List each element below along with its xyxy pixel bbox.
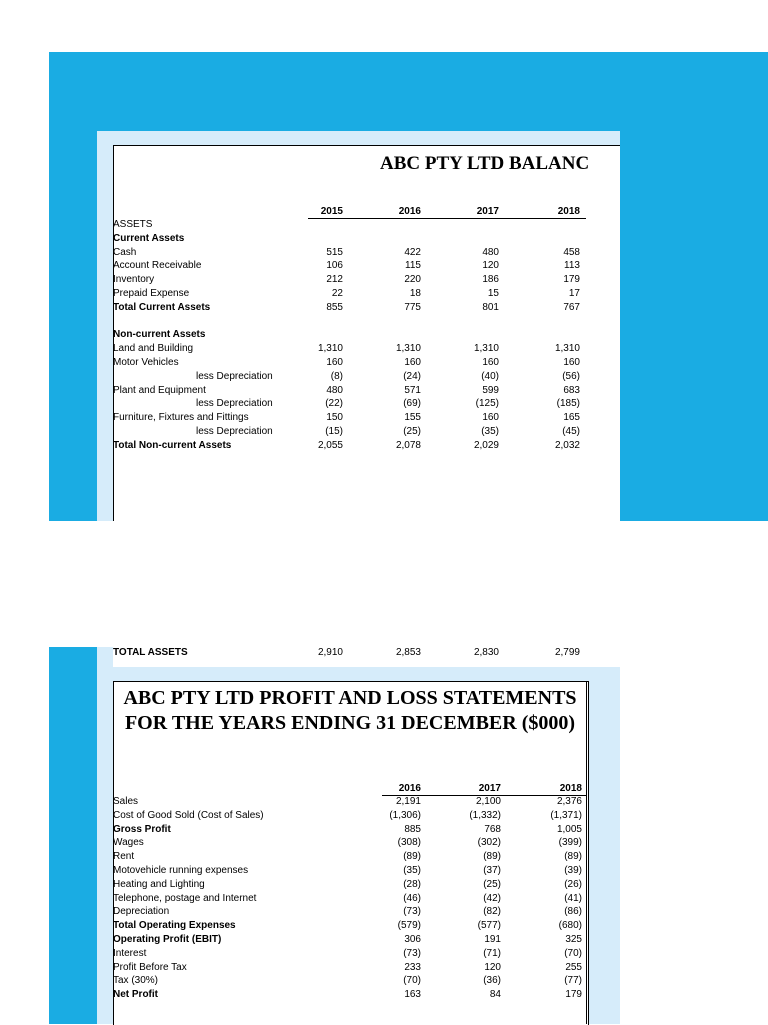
row-label: Cost of Good Sold (Cost of Sales) <box>113 809 264 821</box>
cell-value: 113 <box>564 260 580 272</box>
cell-value: 22 <box>331 288 343 299</box>
row-label: Tax (30%) <box>113 975 159 987</box>
cell-value: 2,078 <box>395 439 421 451</box>
cell-value: 1,310 <box>473 343 499 355</box>
row-label: less Depreciation <box>196 426 273 437</box>
row-label: Total Non-current Assets <box>113 439 232 451</box>
cell-value: 220 <box>404 274 421 286</box>
cell-value: (45) <box>562 426 580 437</box>
cell-value: 179 <box>565 989 582 1001</box>
year-header-2015: 2015 <box>320 206 343 217</box>
row-label: Prepaid Expense <box>113 288 190 299</box>
row-label: Gross Profit <box>113 823 171 835</box>
cell-value: (86) <box>564 906 582 918</box>
year-header-underline <box>308 218 586 219</box>
cell-value: 2,100 <box>475 796 501 807</box>
total-assets-value: 2,853 <box>395 647 421 658</box>
cell-value: (8) <box>330 370 343 382</box>
row-label: Motor Vehicles <box>113 357 179 368</box>
cell-value: (399) <box>558 837 582 849</box>
cell-value: 120 <box>482 260 499 272</box>
cell-value: (39) <box>564 865 582 876</box>
row-label: Depreciation <box>113 906 170 918</box>
cell-value: 150 <box>326 412 343 424</box>
cell-value: 683 <box>563 384 580 396</box>
row-label: Sales <box>113 796 139 807</box>
row-label: Non-current Assets <box>113 329 206 341</box>
cell-value: (46) <box>403 892 421 904</box>
cell-value: 458 <box>563 246 580 258</box>
row-label: less Depreciation <box>196 370 273 382</box>
row-label: Land and Building <box>113 343 194 355</box>
cell-value: (22) <box>325 398 343 410</box>
cell-value: (35) <box>481 426 499 437</box>
cell-value: 186 <box>482 274 499 286</box>
cell-value: 599 <box>482 384 499 396</box>
cell-value: (26) <box>564 878 582 890</box>
cell-value: 84 <box>489 989 501 1001</box>
balance-sheet-title: ABC PTY LTD BALANC <box>380 153 590 174</box>
cell-value: (71) <box>483 947 501 959</box>
cell-value: 115 <box>405 260 421 272</box>
row-label: Current Assets <box>113 232 185 244</box>
cell-value: 767 <box>563 301 580 313</box>
cell-value: 2,055 <box>317 439 343 451</box>
cell-value: (70) <box>403 975 421 987</box>
cell-value: (1,371) <box>550 809 582 821</box>
cell-value: 155 <box>404 412 421 424</box>
cell-value: 160 <box>482 357 499 368</box>
cell-value: 106 <box>326 260 343 272</box>
cell-value: (1,332) <box>469 809 501 821</box>
cell-value: (36) <box>483 975 501 987</box>
cell-value: (82) <box>483 906 501 918</box>
row-label: Account Receivable <box>113 260 202 272</box>
row-label: Net Profit <box>113 989 158 1001</box>
cell-value: (40) <box>481 370 499 382</box>
cell-value: (302) <box>477 837 501 849</box>
cell-value: (89) <box>403 851 421 863</box>
row-label: Heating and Lighting <box>113 878 205 890</box>
cell-value: 17 <box>568 288 580 299</box>
row-label: Motovehicle running expenses <box>113 865 249 876</box>
row-label: Plant and Equipment <box>113 384 206 396</box>
cell-value: 15 <box>487 288 499 299</box>
total-assets-label: TOTAL ASSETS <box>113 647 188 658</box>
cell-value: 515 <box>326 246 343 258</box>
cell-value: (35) <box>403 865 421 876</box>
cell-value: (89) <box>483 851 501 863</box>
cell-value: 160 <box>404 357 421 368</box>
year-header-2016: 2016 <box>398 206 421 217</box>
cell-value: 163 <box>404 989 421 1001</box>
cell-value: 422 <box>404 246 421 258</box>
row-label: Total Operating Expenses <box>113 920 236 932</box>
row-label: Wages <box>113 837 144 849</box>
year-header-2017: 2017 <box>476 206 499 217</box>
year-header-2016: 2016 <box>398 783 421 794</box>
cell-value: 2,191 <box>395 796 421 807</box>
total-assets-value: 2,830 <box>473 647 499 658</box>
cell-value: (69) <box>403 398 421 410</box>
year-header-2018: 2018 <box>559 783 582 794</box>
cell-value: (25) <box>403 426 421 437</box>
row-label: Furniture, Fixtures and Fittings <box>113 412 249 424</box>
cell-value: (56) <box>562 370 580 382</box>
cell-value: 775 <box>404 301 421 313</box>
cell-value: 1,310 <box>317 343 343 355</box>
row-label: Inventory <box>113 274 155 286</box>
cell-value: (308) <box>397 837 421 849</box>
cell-value: 2,032 <box>554 439 580 451</box>
cell-value: 571 <box>404 384 421 396</box>
cell-value: (42) <box>483 892 501 904</box>
slide-banner-bottom <box>49 647 97 1024</box>
cell-value: 233 <box>404 961 421 973</box>
cell-value: (1,306) <box>389 809 421 821</box>
cell-value: 480 <box>326 384 343 396</box>
cell-value: 120 <box>484 961 501 973</box>
cell-value: (125) <box>475 398 499 410</box>
cell-value: 801 <box>482 301 499 313</box>
cell-value: (41) <box>564 892 582 904</box>
cell-value: 255 <box>565 961 582 973</box>
cell-value: 306 <box>404 934 421 945</box>
cell-value: (579) <box>397 920 421 932</box>
row-label: ASSETS <box>113 219 153 230</box>
year-header-2017: 2017 <box>478 783 501 794</box>
year-header-2018: 2018 <box>557 206 580 217</box>
cell-value: 160 <box>563 357 580 368</box>
cell-value: 1,005 <box>556 823 582 835</box>
cell-value: (28) <box>403 878 421 890</box>
cell-value: (37) <box>483 865 501 876</box>
row-label: Total Current Assets <box>113 301 211 313</box>
cell-value: (24) <box>403 370 421 382</box>
cell-value: (25) <box>483 878 501 890</box>
cell-value: (680) <box>558 920 582 932</box>
cell-value: (73) <box>403 947 421 959</box>
cell-value: 160 <box>326 357 343 368</box>
row-label: Cash <box>113 246 137 258</box>
cell-value: (77) <box>564 975 582 987</box>
cell-value: (89) <box>564 851 582 863</box>
cell-value: 768 <box>484 823 501 835</box>
profit-loss-title: ABC PTY LTD PROFIT AND LOSS STATEMENTS FOR THE YEARS ENDING 31 DECEMBER ($000) <box>123 687 577 734</box>
row-label: less Depreciation <box>196 398 273 410</box>
cell-value: 2,029 <box>473 439 499 451</box>
row-label: Profit Before Tax <box>113 961 187 973</box>
cell-value: 480 <box>482 246 499 258</box>
cell-value: 1,310 <box>395 343 421 355</box>
cell-value: (70) <box>564 947 582 959</box>
cell-value: 18 <box>409 288 421 299</box>
cell-value: (15) <box>325 426 343 437</box>
total-assets-value: 2,910 <box>317 647 343 658</box>
cell-value: 325 <box>565 934 582 945</box>
row-label: Telephone, postage and Internet <box>113 892 257 904</box>
cell-value: 165 <box>563 412 580 424</box>
cell-value: 1,310 <box>554 343 580 355</box>
total-assets-value: 2,799 <box>554 647 580 658</box>
row-label: Operating Profit (EBIT) <box>113 934 222 945</box>
row-label: Interest <box>113 947 147 959</box>
cell-value: 885 <box>404 823 421 835</box>
cell-value: 2,376 <box>556 796 582 807</box>
cell-value: 191 <box>484 934 501 945</box>
cell-value: (185) <box>556 398 580 410</box>
row-label: Rent <box>113 851 135 863</box>
cell-value: 160 <box>482 412 499 424</box>
cell-value: (73) <box>403 906 421 918</box>
cell-value: 212 <box>326 274 343 286</box>
cell-value: (577) <box>477 920 501 932</box>
cell-value: 179 <box>563 274 580 286</box>
cell-value: 855 <box>326 301 343 313</box>
